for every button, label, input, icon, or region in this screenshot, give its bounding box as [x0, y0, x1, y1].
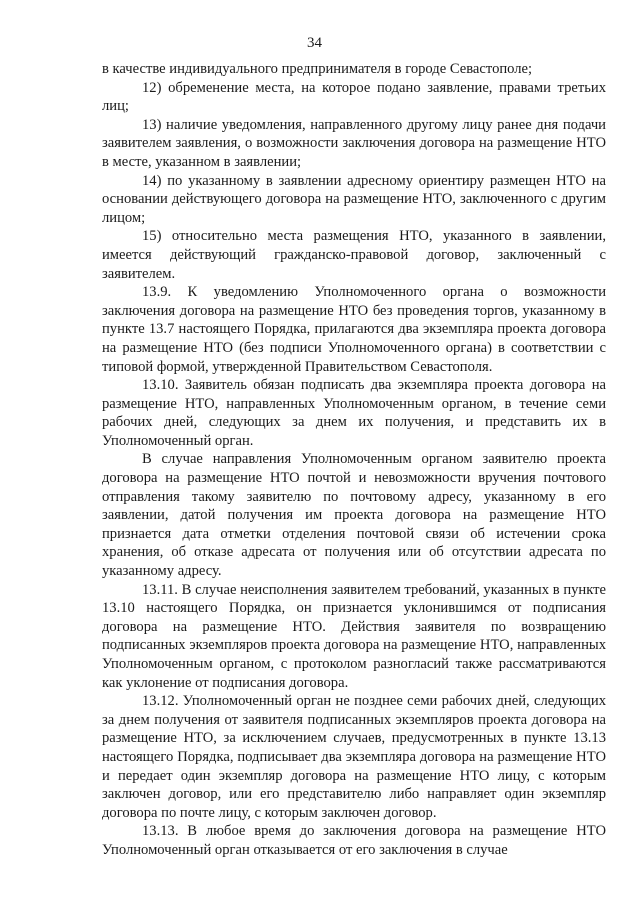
paragraph: 13.11. В случае неисполнения заявителем требований, указанных в пункте 13.10 настоящего Порядка, он признается уклонившимся от подписания договора на размещение НТО. Действия заявителя по возвращению подписанных экземпляров проекта договора на размещение НТО, направленных Уполномоченным органом, с протоколом разногласий также рассматриваются как уклонение от подписания договора. [102, 581, 606, 691]
paragraph: 13.12. Уполномоченный орган не позднее семи рабочих дней, следующих за днем получения от заявителя подписанных экземпляров проекта договора на размещение НТО, за исключением случаев, предусмотренных в пункте 13.13 настоящего Порядка, подписывает два экземпляра договора на размещение НТО и передает один экземпляр договора на размещение НТО лицу, с которым заключен договор, или его представителю либо направляет один экземпляр договора по почте лицу, с которым заключен договор. [102, 693, 606, 821]
paragraph: 13.9. К уведомлению Уполномоченного органа о возможности заключения договора на размещение НТО без проведения торгов, указанному в пункте 13.7 настоящего Порядка, прилагаются два экземпляра проекта договора на размещение НТО (без подписи Уполномоченного органа) в соответствии с типовой формой, утвержденной Правительством Севастополя. [102, 284, 606, 375]
paragraph: 14) по указанному в заявлении адресному ориентиру размещен НТО на основании действующего договора на размещение НТО, заключенного с другим лицом; [102, 172, 606, 226]
paragraph: 15) относительно места размещения НТО, указанного в заявлении, имеется действующий гражданско-правовой договор, заключенный с заявителем. [102, 228, 606, 282]
paragraph: В случае направления Уполномоченным органом заявителю проекта договора на размещение НТО почтой и невозможности вручения почтового отправления такому заявителю по почтовому адресу, указанному в его заявлении, датой получения им проекта договора на размещение НТО признается дата отметки отделения почтовой связи об истечении срока хранения, об отказе адресата от получения или об отсутствии адресата по указанному адресу. [102, 451, 606, 580]
page-number: 34 [307, 35, 322, 51]
paragraph: 13.13. В любое время до заключения договора на размещение НТО Уполномоченный орган отказывается от его заключения в случае [102, 823, 606, 858]
document-body [102, 60, 606, 860]
paragraph: 13) наличие уведомления, направленного другому лицу ранее дня подачи заявителем заявления, о возможности заключения договора на размещение НТО в месте, указанном в заявлении; [102, 116, 606, 170]
paragraph: 13.10. Заявитель обязан подписать два экземпляра проекта договора на размещение НТО, направленных Уполномоченным органом, в течение семи рабочих дней, следующих за днем их получения, и представить их в Уполномоченный орган. [102, 377, 606, 449]
paragraph: в качестве индивидуального предпринимателя в городе Севастополе; [102, 61, 533, 77]
paragraph: 12) обременение места, на которое подано заявление, правами третьих лиц; [102, 79, 606, 115]
